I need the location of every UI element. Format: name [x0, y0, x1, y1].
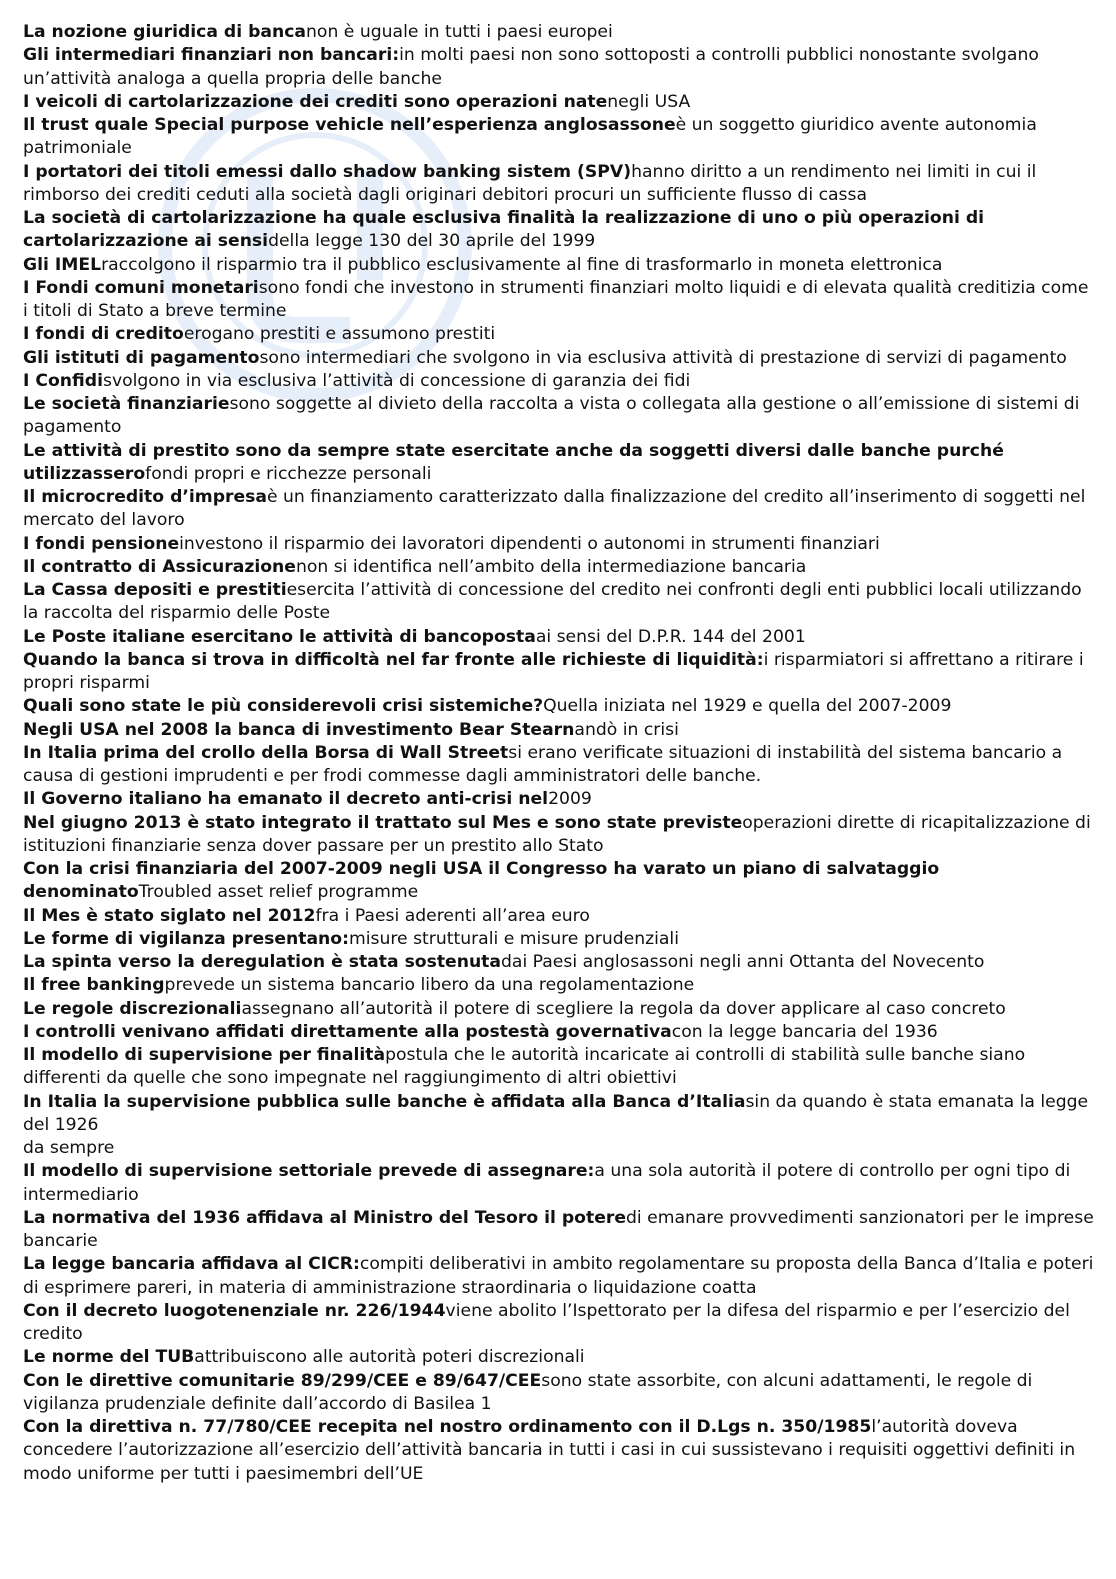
answer-text: operazioni dirette di ricapitalizzazione di istituzioni finanziarie senza dover passare per un prestito allo Stato [23, 812, 1091, 856]
question-text: Le società finanziarie [23, 394, 230, 414]
question-text: La normativa del 1936 affidava al Ministro del Tesoro il potere [23, 1207, 626, 1228]
qa-entry [23, 347, 1098, 370]
answer-text: compiti deliberativi in ambito regolamentare su proposta della Banca d’Italia e poteri di esprimere pareri, in materia di amministrazione straordinaria o liquidazione coatta [23, 1254, 1094, 1298]
question-text: Le regole discrezionali [23, 998, 242, 1019]
document-body [23, 21, 1098, 1486]
qa-entry [23, 1253, 1098, 1300]
answer-text: attribuiscono alle autorità poteri discrezionali [194, 1347, 585, 1368]
qa-entry [23, 1044, 1098, 1091]
question-text: I fondi pensione [23, 533, 180, 554]
qa-entry [23, 998, 1098, 1021]
qa-entry [23, 1416, 1098, 1486]
qa-entry [23, 579, 1098, 626]
question-text: Le forme di vigilanza presentano: [23, 928, 349, 949]
qa-entry [23, 1137, 1098, 1160]
question-text: Il trust quale Special purpose vehicle nell’esperienza anglosassone [23, 115, 676, 135]
question-text: I veicoli di cartolarizzazione dei crediti sono operazioni nate [23, 91, 608, 112]
question-text: In Italia prima del crollo della Borsa di Wall Street [23, 742, 509, 763]
answer-text: Troubled asset relief programme [138, 882, 419, 903]
qa-entry [23, 719, 1098, 742]
answer-text: ai sensi del D.P.R. 144 del 2001 [535, 626, 806, 647]
qa-entry [23, 254, 1098, 277]
qa-entry [23, 370, 1098, 393]
answer-text: si erano verificate situazioni di instabilità del sistema bancario a causa di gestioni imprudenti e per frodi commesse dagli amministratori delle banche. [23, 742, 1063, 786]
qa-entry [23, 207, 1098, 254]
answer-text: svolgono in via esclusiva l’attività di concessione di garanzia dei fidi [102, 370, 691, 391]
qa-entry [23, 1300, 1098, 1347]
question-text: I fondi di credito [23, 324, 184, 345]
answer-text: Quella iniziata nel 1929 e quella del 2007-2009 [543, 696, 952, 717]
question-text: Gli intermediari finanziari non bancari: [23, 45, 400, 66]
qa-entry [23, 161, 1098, 208]
qa-entry [23, 649, 1098, 696]
answer-text: assegnano all’autorità il potere di scegliere la regola da dover applicare al caso concreto [241, 998, 1006, 1019]
question-text: I Fondi comuni monetari [23, 277, 259, 298]
question-text: Le norme del TUB [23, 1347, 195, 1368]
question-text: Il free banking [23, 975, 165, 996]
answer-text: sono fondi che investono in strumenti finanziari molto liquidi e di elevata qualità creditizia come i titoli di Stato a breve termine [23, 277, 1089, 321]
qa-entry [23, 486, 1098, 533]
question-text: Il Governo italiano ha emanato il decreto anti-crisi nel [23, 789, 549, 810]
qa-entry [23, 974, 1098, 997]
answer-text: dai Paesi anglosassoni negli anni Ottanta del Novecento [501, 952, 985, 972]
question-text: La legge bancaria affidava al CICR: [23, 1254, 360, 1275]
answer-text: sin da quando è stata emanata la legge del 1926 [23, 1091, 1089, 1135]
question-text: I controlli venivano affidati direttamente alla postestà governativa [23, 1021, 672, 1042]
answer-text: fra i Paesi aderenti all’area euro [315, 905, 590, 926]
question-text: Con il decreto luogotenenziale nr. 226/1944 [23, 1300, 446, 1321]
question-text: Nel giugno 2013 è stato integrato il trattato sul Mes e sono state previste [23, 812, 743, 833]
question-text: Negli USA nel 2008 la banca di investimento Bear Stearn [23, 719, 575, 740]
qa-entry [23, 626, 1098, 649]
qa-entry [23, 1346, 1098, 1369]
answer-text: con la legge bancaria del 1936 [671, 1021, 938, 1042]
answer-text: sono soggette al divieto della raccolta a vista o collegata alla gestione o all’emissione di sistemi di pagamento [23, 394, 1080, 438]
answer-text: di emanare provvedimenti sanzionatori per le imprese bancarie [23, 1207, 1094, 1251]
question-text: Gli istituti di pagamento [23, 347, 260, 368]
answer-text: investono il risparmio dei lavoratori dipendenti o autonomi in strumenti finanziari [179, 533, 880, 554]
question-text: La nozione giuridica di banca [23, 22, 307, 42]
question-text: Le Poste italiane esercitano le attività di bancoposta [23, 626, 536, 647]
qa-entry [23, 393, 1098, 440]
answer-text: non è uguale in tutti i paesi europei [306, 22, 613, 42]
answer-text: non si identifica nell’ambito della intermediazione bancaria [295, 556, 807, 577]
question-text: In Italia la supervisione pubblica sulle banche è affidata alla Banca d’Italia [23, 1091, 746, 1112]
answer-text: i risparmiatori si affrettano a ritirare i propri risparmi [23, 649, 1084, 693]
question-text: Il modello di supervisione settoriale prevede di assegnare: [23, 1161, 595, 1182]
qa-entry [23, 556, 1098, 579]
qa-entry [23, 1091, 1098, 1138]
qa-entry [23, 928, 1098, 951]
answer-text: della legge 130 del 30 aprile del 1999 [268, 231, 596, 252]
answer-text: fondi propri e ricchezze personali [145, 463, 432, 484]
qa-entry [23, 277, 1098, 324]
answer-text: postula che le autorità incaricate ai controlli di stabilità sulle banche siano differenti da quelle che sono impegnate nel raggiungimento di altri obiettivi [23, 1045, 1026, 1089]
answer-text: andò in crisi [574, 719, 679, 740]
question-text: I portatori dei titoli emessi dallo shadow banking sistem (SPV) [23, 161, 632, 182]
qa-entry [23, 695, 1098, 718]
question-text: Il contratto di Assicurazione [23, 556, 296, 577]
qa-entry [23, 440, 1098, 487]
qa-entry [23, 1207, 1098, 1254]
qa-entry [23, 91, 1098, 114]
question-text: Con la direttiva n. 77/780/CEE recepita nel nostro ordinamento con il D.Lgs n. 350/1985 [23, 1417, 872, 1437]
answer-text: esercita l’attività di concessione del credito nei confronti degli enti pubblici locali utilizzando la raccolta del risparmio delle Poste [23, 580, 1082, 624]
question-text: Con le direttive comunitarie 89/299/CEE e 89/647/CEE [23, 1370, 542, 1391]
answer-text: hanno diritto a un rendimento nei limiti in cui il rimborso dei crediti ceduti alla società dagli originari debitori procuri un sufficiente flusso di cassa [23, 161, 1037, 205]
answer-text: sono intermediari che svolgono in via esclusiva attività di prestazione di servizi di pagamento [259, 347, 1067, 368]
qa-entry [23, 44, 1098, 91]
qa-entry [23, 905, 1098, 928]
qa-entry [23, 323, 1098, 346]
answer-text: l’autorità doveva concedere l’autorizzazione all’esercizio dell’attività bancaria in tutti i casi in cui sussistevano i requisiti oggettivi definiti in modo uniforme per tutti i paesimembri dell’UE [23, 1417, 1076, 1484]
question-text: Con la crisi finanziaria del 2007-2009 negli USA il Congresso ha varato un piano di salvataggio denominato [23, 859, 940, 903]
qa-entry [23, 742, 1098, 789]
answer-text: è un soggetto giuridico avente autonomia patrimoniale [23, 115, 1037, 159]
qa-entry [23, 858, 1098, 905]
qa-entry [23, 1021, 1098, 1044]
qa-entry [23, 951, 1098, 974]
question-text: Quali sono state le più considerevoli crisi sistemiche? [23, 696, 544, 717]
question-text: Il modello di supervisione per finalità [23, 1045, 386, 1065]
question-text: Il microcredito d’impresa [23, 487, 267, 507]
qa-entry [23, 1370, 1098, 1417]
question-text: La Cassa depositi e prestiti [23, 580, 287, 600]
qa-entry [23, 533, 1098, 556]
answer-text: a una sola autorità il potere di controllo per ogni tipo di intermediario [23, 1161, 1071, 1205]
qa-entry [23, 788, 1098, 811]
qa-entry [23, 21, 1098, 44]
answer-text: 2009 [548, 789, 592, 810]
answer-text: misure strutturali e misure prudenziali [348, 928, 679, 949]
question-text: Gli IMEL [23, 254, 102, 275]
qa-entry [23, 1160, 1098, 1207]
answer-text: da sempre [23, 1138, 115, 1158]
question-text: Il Mes è stato siglato nel 2012 [23, 905, 316, 926]
answer-text: viene abolito l’Ispettorato per la difesa del risparmio e per l’esercizio del credito [23, 1300, 1070, 1344]
answer-text: in molti paesi non sono sottoposti a controlli pubblici nonostante svolgano un’attività analoga a quella propria delle banche [23, 45, 1039, 89]
answer-text: negli USA [607, 91, 691, 112]
question-text: La spinta verso la deregulation è stata sostenuta [23, 952, 501, 972]
answer-text: raccolgono il risparmio tra il pubblico esclusivamente al fine di trasformarlo in moneta elettronica [101, 254, 943, 275]
answer-text: prevede un sistema bancario libero da una regolamentazione [164, 975, 695, 996]
question-text: Le attività di prestito sono da sempre state esercitate anche da soggetti diversi dalle banche purché utilizzassero [23, 440, 1004, 484]
question-text: La società di cartolarizzazione ha quale esclusiva finalità la realizzazione di uno o più operazioni di cartolarizzazione ai sensi [23, 208, 985, 252]
qa-entry [23, 812, 1098, 859]
answer-text: è un finanziamento caratterizzato dalla finalizzazione del credito all’inserimento di soggetti nel mercato del lavoro [23, 487, 1086, 531]
answer-text: sono state assorbite, con alcuni adattamenti, le regole di vigilanza prudenziale definite dall’accordo di Basilea 1 [23, 1370, 1033, 1414]
answer-text: erogano prestiti e assumono prestiti [183, 324, 496, 345]
question-text: I Confidi [23, 370, 103, 391]
question-text: Quando la banca si trova in difficoltà nel far fronte alle richieste di liquidità: [23, 649, 764, 670]
qa-entry [23, 114, 1098, 161]
